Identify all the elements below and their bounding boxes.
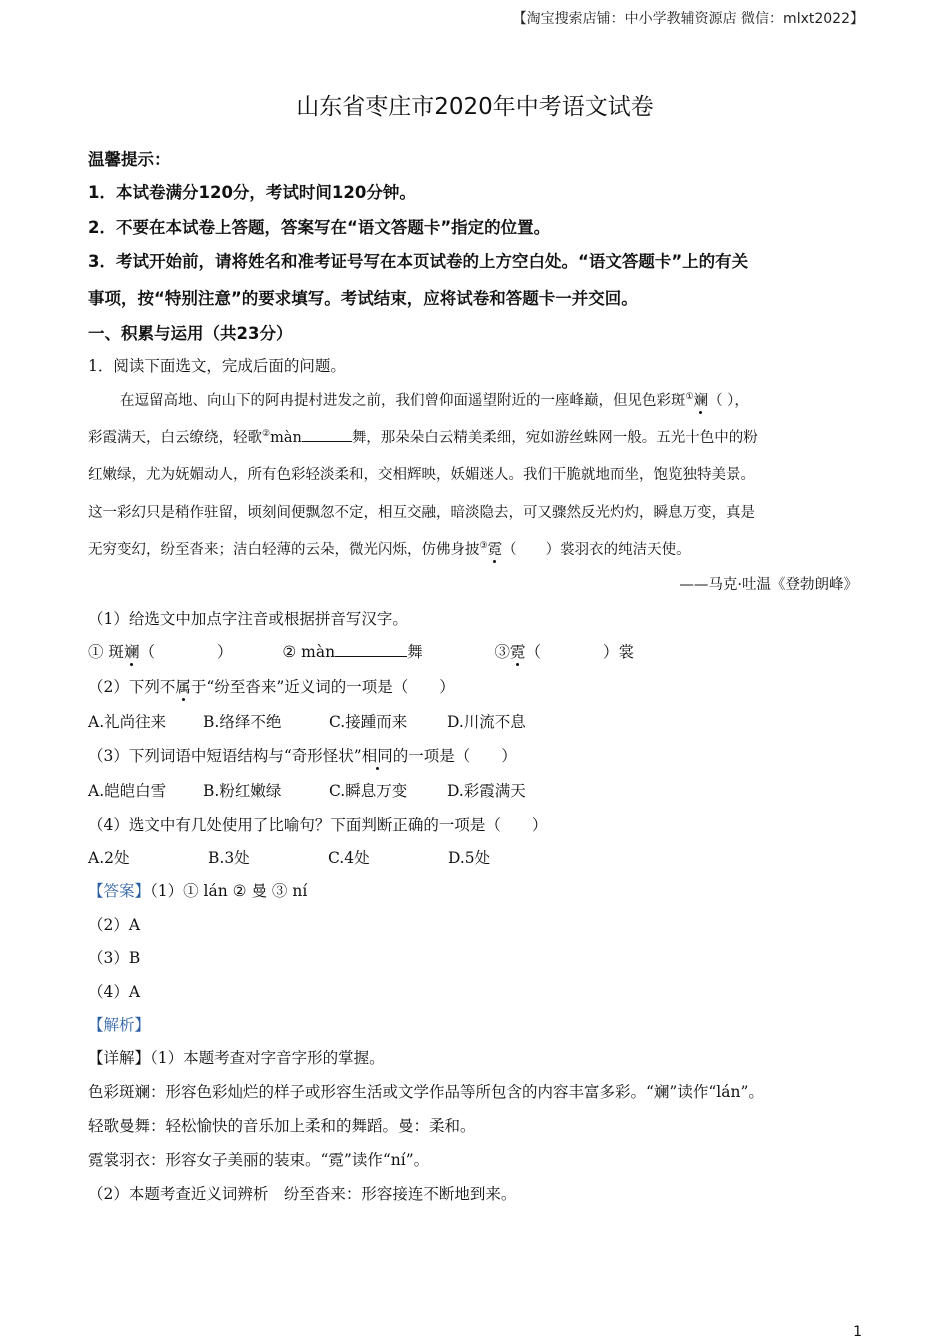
page-number: 1 (853, 1324, 862, 1340)
sub-question-3-options (88, 779, 526, 801)
option-d[interactable]: D.川流不息 (447, 713, 526, 731)
detail-tag: 【详解】 (88, 1049, 151, 1067)
answer-line-1 (88, 879, 307, 901)
explanation-3: 霓裳羽衣：形容女子美丽的装束。“霓”读作“ní”。 (88, 1151, 430, 1169)
passage-line-5 (88, 538, 691, 559)
option-b[interactable]: B.3处 (208, 849, 250, 867)
option-d[interactable]: D.5处 (448, 849, 491, 867)
option-a[interactable]: A.2处 (88, 849, 130, 867)
option-b[interactable]: B.络绎不绝 (203, 713, 282, 731)
dotted-char: 霓 (487, 542, 503, 558)
answer-tag: 【答案】 (88, 882, 151, 900)
option-c[interactable]: C.接踵而来 (329, 713, 408, 731)
passage-line-4: 这一彩幻只是稍作驻留，顷刻间便飘忽不定，相互交融，暗淡隐去，可又骤然反光灼灼，瞬息万变，真是 (88, 505, 755, 521)
tips-item-1: 1．本试卷满分120分，考试时间120分钟。 (88, 183, 416, 202)
answer-line-3: （3）B (88, 949, 141, 967)
question-1-stem: 1．阅读下面选文，完成后面的问题。 (88, 357, 346, 375)
sub-question-4-stem: （4）选文中有几处使用了比喻句？下面判断正确的一项是（ ） (88, 816, 548, 834)
passage-text: （ ）， (708, 393, 749, 409)
stem-text: 的一项是（ ） (392, 747, 517, 765)
sub-question-1-items (88, 640, 634, 662)
detail-text: （1）本题考查对字音字形的掌握。 (150, 1049, 385, 1067)
item-c-suffix: （ ）裳 (525, 643, 635, 661)
passage-line-2 (88, 426, 758, 447)
detail-line (88, 1046, 385, 1068)
footnote-mark: ③ (479, 541, 488, 552)
item-a-prefix: ① 斑 (88, 643, 124, 661)
passage-line-3: 红嫩绿，尤为妩媚动人，所有色彩轻淡柔和，交相辉映，妖媚迷人。我们干脆就地而坐，饱览独特美景。 (88, 467, 755, 483)
pinyin-text: màn (270, 430, 302, 446)
dotted-char: 斓 (123, 643, 140, 661)
footnote-mark: ② (262, 429, 271, 440)
sub-question-2-stem (88, 675, 455, 697)
answer-line-2: （2）A (88, 916, 141, 934)
passage-text: 在逗留高地、向山下的阿冉提村进发之前，我们曾仰面遥望附近的一座峰巅，但见色彩斑 (120, 393, 686, 409)
answer-text: （1）① lán ② 曼 ③ ní (150, 882, 308, 900)
option-c[interactable]: C.4处 (328, 849, 370, 867)
option-d[interactable]: D.彩霞满天 (447, 782, 526, 800)
sub-question-1-stem: （1）给选文中加点字注音或根据拼音写汉字。 (88, 610, 408, 628)
analysis-tag: 【解析】 (88, 1016, 151, 1034)
explanation-1: 色彩斑斓：形容色彩灿烂的样子或形容生活或文学作品等所包含的内容丰富多彩。“斓”读作“lán”。 (88, 1083, 764, 1101)
dotted-emphasis: 不属于 (159, 678, 207, 696)
passage-text: 无穷变幻，纷至沓来；洁白轻薄的云朵，微光闪烁，仿佛身披 (88, 542, 480, 558)
fill-blank[interactable] (302, 427, 352, 442)
page-title: 山东省枣庄市2020年中考语文试卷 (296, 94, 654, 120)
passage-source: ——马克·吐温《登勃朗峰》 (679, 577, 858, 593)
option-c[interactable]: C.瞬息万变 (329, 782, 408, 800)
footnote-mark: ① (685, 392, 694, 403)
tips-item-3-line-2: 事项，按“特别注意”的要求填写。考试结束，应将试卷和答题卡一并交回。 (88, 289, 638, 308)
sub-question-4-options (88, 846, 490, 868)
dotted-char: 霓 (510, 643, 526, 661)
tips-item-3-line-1: 3．考试开始前，请将姓名和准考证号写在本页试卷的上方空白处。“语文答题卡”上的有关 (88, 252, 749, 271)
explanation-2: 轻歌曼舞：轻松愉快的音乐加上柔和的舞蹈。曼：柔和。 (88, 1117, 476, 1135)
stem-text: （3）下列词语中短语结构与“奇形怪状” (88, 747, 362, 765)
answer-line-4: （4）A (88, 983, 141, 1001)
passage-line-1 (120, 389, 749, 410)
option-a[interactable]: A.礼尚往来 (88, 713, 167, 731)
item-b-prefix: ② màn (282, 643, 336, 661)
dotted-char: 斓 (693, 393, 709, 409)
sub-question-2-options (88, 710, 526, 732)
header-note: 【淘宝搜索店铺：中小学教辅资源店 微信：mlxt2022】 (512, 11, 864, 27)
fill-blank[interactable] (335, 642, 407, 657)
option-a[interactable]: A.皑皑白雪 (88, 782, 167, 800)
passage-text: （ ）裳羽衣的纯洁天使。 (502, 542, 691, 558)
stem-text: “纷至沓来”近义词的一项是（ ） (206, 678, 455, 696)
tips-heading: 温馨提示： (88, 150, 171, 169)
stem-text: （2）下列 (88, 678, 160, 696)
item-a-suffix: （ ） (139, 643, 233, 661)
passage-text: 彩霞满天，白云缭绕，轻歌 (88, 430, 262, 446)
sub-question-3-stem (88, 744, 517, 766)
item-b-suffix: 舞 (407, 643, 423, 661)
passage-text: 舞，那朵朵白云精美柔细，宛如游丝蛛网一般。五光十色中的粉 (351, 430, 758, 446)
tips-item-2: 2．不要在本试卷上答题，答案写在“语文答题卡”指定的位置。 (88, 218, 551, 237)
explanation-4: （2）本题考查近义词辨析 纷至沓来：形容接连不断地到来。 (88, 1185, 517, 1203)
section-heading: 一、积累与运用（共23分） (88, 324, 293, 343)
dotted-emphasis: 相同 (361, 747, 393, 765)
item-c-prefix: ③ (494, 643, 510, 661)
option-b[interactable]: B.粉红嫩绿 (203, 782, 282, 800)
